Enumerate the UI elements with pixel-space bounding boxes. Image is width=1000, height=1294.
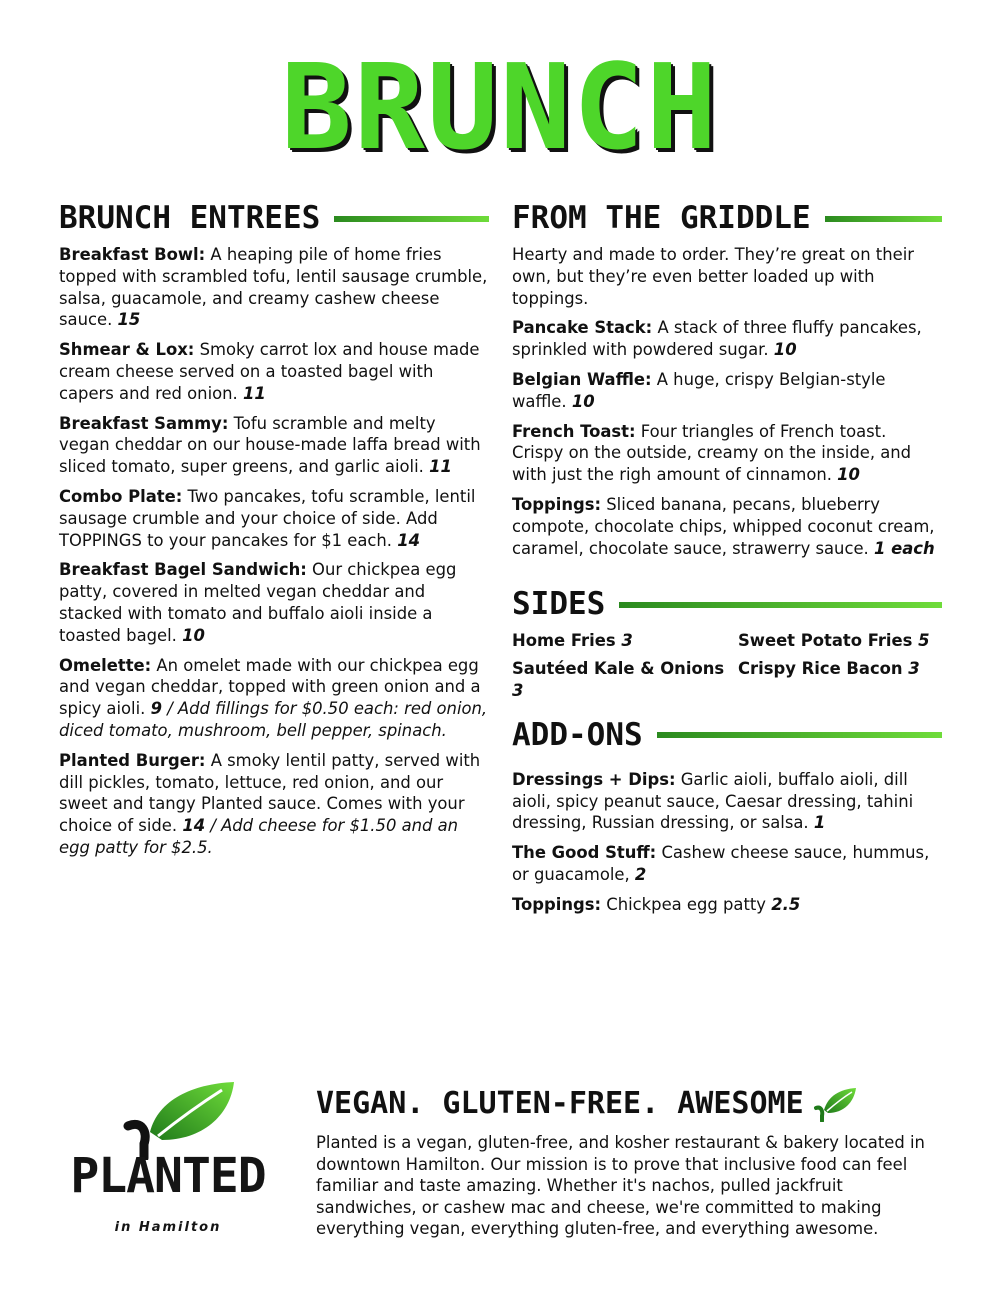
item-desc: Sliced banana, pecans, blueberry compote, chocolate chips, whipped coconut cream, caramel, chocolate sauce, strawerry sauce. bbox=[512, 494, 935, 558]
heading-rule bbox=[657, 732, 942, 738]
menu-item bbox=[512, 842, 942, 886]
menu-item bbox=[512, 317, 942, 361]
item-price: 2 bbox=[634, 864, 647, 884]
right-column bbox=[512, 200, 942, 924]
item-extra: / Add cheese for $1.50 and an egg patty for $2.5. bbox=[59, 816, 459, 857]
item-name: The Good Stuff: bbox=[512, 843, 657, 863]
logo-wordmark: PLANTED bbox=[70, 1148, 266, 1204]
item-price: 1 bbox=[813, 813, 826, 833]
item-name: Dressings + Dips: bbox=[512, 769, 676, 789]
section-heading bbox=[512, 716, 942, 753]
menu-item bbox=[512, 494, 942, 559]
item-desc: Two pancakes, tofu scramble, lentil sausage crumble and your choice of side. Add TOPPINGS to your pancakes for $1 each. bbox=[59, 486, 476, 550]
sides-heading: SIDES bbox=[512, 586, 606, 623]
tagline: VEGAN. GLUTEN-FREE. AWESOME bbox=[316, 1086, 804, 1121]
menu-item bbox=[59, 339, 489, 404]
item-price: 14 bbox=[182, 816, 206, 836]
item-name: Shmear & Lox: bbox=[59, 340, 195, 360]
item-name: Breakfast Sammy: bbox=[59, 413, 229, 433]
item-price: 15 bbox=[117, 310, 141, 330]
leaf-icon bbox=[812, 1086, 858, 1122]
planted-logo bbox=[56, 1080, 286, 1240]
side-item: Sweet Potato Fries 5 bbox=[738, 631, 930, 651]
griddle-intro: Hearty and made to order. They’re great on their own, but they’re even better loaded up with toppings. bbox=[512, 245, 915, 308]
item-name: Combo Plate: bbox=[59, 486, 183, 506]
about-section bbox=[316, 1086, 946, 1240]
section-heading bbox=[512, 586, 942, 623]
griddle-heading: FROM THE GRIDDLE bbox=[512, 200, 811, 236]
menu-item bbox=[512, 894, 942, 916]
brunch-entrees-heading: BRUNCH ENTREES bbox=[59, 200, 321, 236]
menu-item bbox=[59, 559, 489, 646]
item-desc: A heaping pile of home fries topped with scrambled tofu, lentil sausage crumble, salsa, guacamole, and creamy cashew cheese sauce. bbox=[59, 245, 488, 330]
item-price: 10 bbox=[837, 465, 860, 485]
menu-item bbox=[59, 486, 489, 551]
menu-item bbox=[59, 655, 489, 742]
item-name: Toppings: bbox=[512, 494, 602, 514]
item-price: 14 bbox=[397, 530, 421, 550]
side-item: Home Fries 3 bbox=[512, 631, 633, 651]
item-price: 10 bbox=[773, 340, 797, 360]
item-desc: Chickpea egg patty bbox=[601, 894, 772, 914]
menu-item bbox=[512, 369, 942, 413]
sides-list bbox=[512, 630, 942, 701]
section-heading bbox=[512, 200, 942, 236]
item-desc: A stack of three fluffy pancakes, sprinkled with powdered sugar. bbox=[512, 318, 922, 360]
logo-subtitle: in Hamilton bbox=[114, 1220, 222, 1235]
item-desc: Garlic aioli, buffalo aioli, dill aioli, spicy peanut sauce, Caesar dressing, tahini dressing, Russian dressing, or salsa. bbox=[512, 769, 914, 833]
item-name: Breakfast Bowl: bbox=[59, 245, 206, 264]
menu-item bbox=[59, 750, 489, 859]
heading-rule bbox=[825, 216, 942, 222]
item-price: 9 bbox=[150, 699, 162, 719]
heading-rule bbox=[619, 602, 942, 608]
tagline-row bbox=[316, 1086, 946, 1122]
item-price: 11 bbox=[429, 457, 452, 477]
side-item: Crispy Rice Bacon 3 bbox=[738, 659, 920, 679]
brunch-entrees-section bbox=[59, 200, 489, 867]
section-heading bbox=[59, 200, 489, 236]
menu-title: BRUNCH bbox=[280, 38, 720, 176]
item-name: Omelette: bbox=[59, 655, 152, 675]
item-price: 1 each bbox=[873, 538, 935, 558]
item-name: Planted Burger: bbox=[59, 750, 206, 770]
item-desc: Cashew cheese sauce, hummus, or guacamole, bbox=[512, 843, 930, 884]
item-extra: / Add fillings for $0.50 each: red onion, diced tomato, mushroom, bell pepper, spinach. bbox=[59, 699, 488, 740]
item-price: 10 bbox=[182, 625, 205, 645]
item-name: Pancake Stack: bbox=[512, 318, 653, 338]
item-name: French Toast: bbox=[512, 421, 636, 441]
item-price: 11 bbox=[242, 383, 266, 403]
item-desc: An omelet made with our chickpea egg and vegan cheddar, topped with green onion and a spicy aioli. bbox=[59, 655, 481, 719]
item-desc: Tofu scramble and melty vegan cheddar on our house-made laffa bread with sliced tomato, super greens, and garlic aioli. bbox=[59, 413, 481, 477]
heading-rule bbox=[334, 216, 489, 222]
item-desc: A huge, crispy Belgian-style waffle. bbox=[512, 369, 886, 411]
item-name: Breakfast Bagel Sandwich: bbox=[59, 560, 307, 580]
about-paragraph: Planted is a vegan, gluten-free, and kosher restaurant & bakery located in downtown Hamilton. Our mission is to prove that inclusive food can feel familiar and taste amazing. Whether it's nachos, pulled jackfruit sandwiches, or cashew mac and cheese, we're committed to making everything vegan, everything gluten-free, and everything awesome. bbox=[316, 1133, 925, 1239]
item-desc: A smoky lentil patty, served with dill pickles, tomato, lettuce, red onion, and our sweet and tangy Planted sauce. Comes with your choice of side. bbox=[59, 750, 481, 836]
item-desc: Our chickpea egg patty, covered in melted vegan cheddar and stacked with tomato and buffalo aioli inside a toasted bagel. bbox=[59, 560, 457, 645]
side-item: Sautéed Kale & Onions 3 bbox=[512, 659, 725, 700]
menu-item bbox=[512, 769, 942, 834]
addons-heading: ADD-ONS bbox=[512, 716, 643, 753]
item-desc: Four triangles of French toast. Crispy on the outside, creamy on the inside, and with just the righ amount of cinnamon. bbox=[512, 421, 912, 485]
item-name: Toppings: bbox=[512, 894, 602, 914]
menu-item bbox=[59, 413, 489, 478]
item-name: Belgian Waffle: bbox=[512, 369, 652, 389]
menu-item bbox=[512, 421, 942, 486]
item-price: 10 bbox=[571, 391, 595, 411]
menu-item bbox=[59, 244, 489, 331]
item-price: 2.5 bbox=[771, 894, 801, 914]
item-desc: Smoky carrot lox and house made cream cheese served on a toasted bagel with capers and red onion. bbox=[59, 340, 480, 403]
